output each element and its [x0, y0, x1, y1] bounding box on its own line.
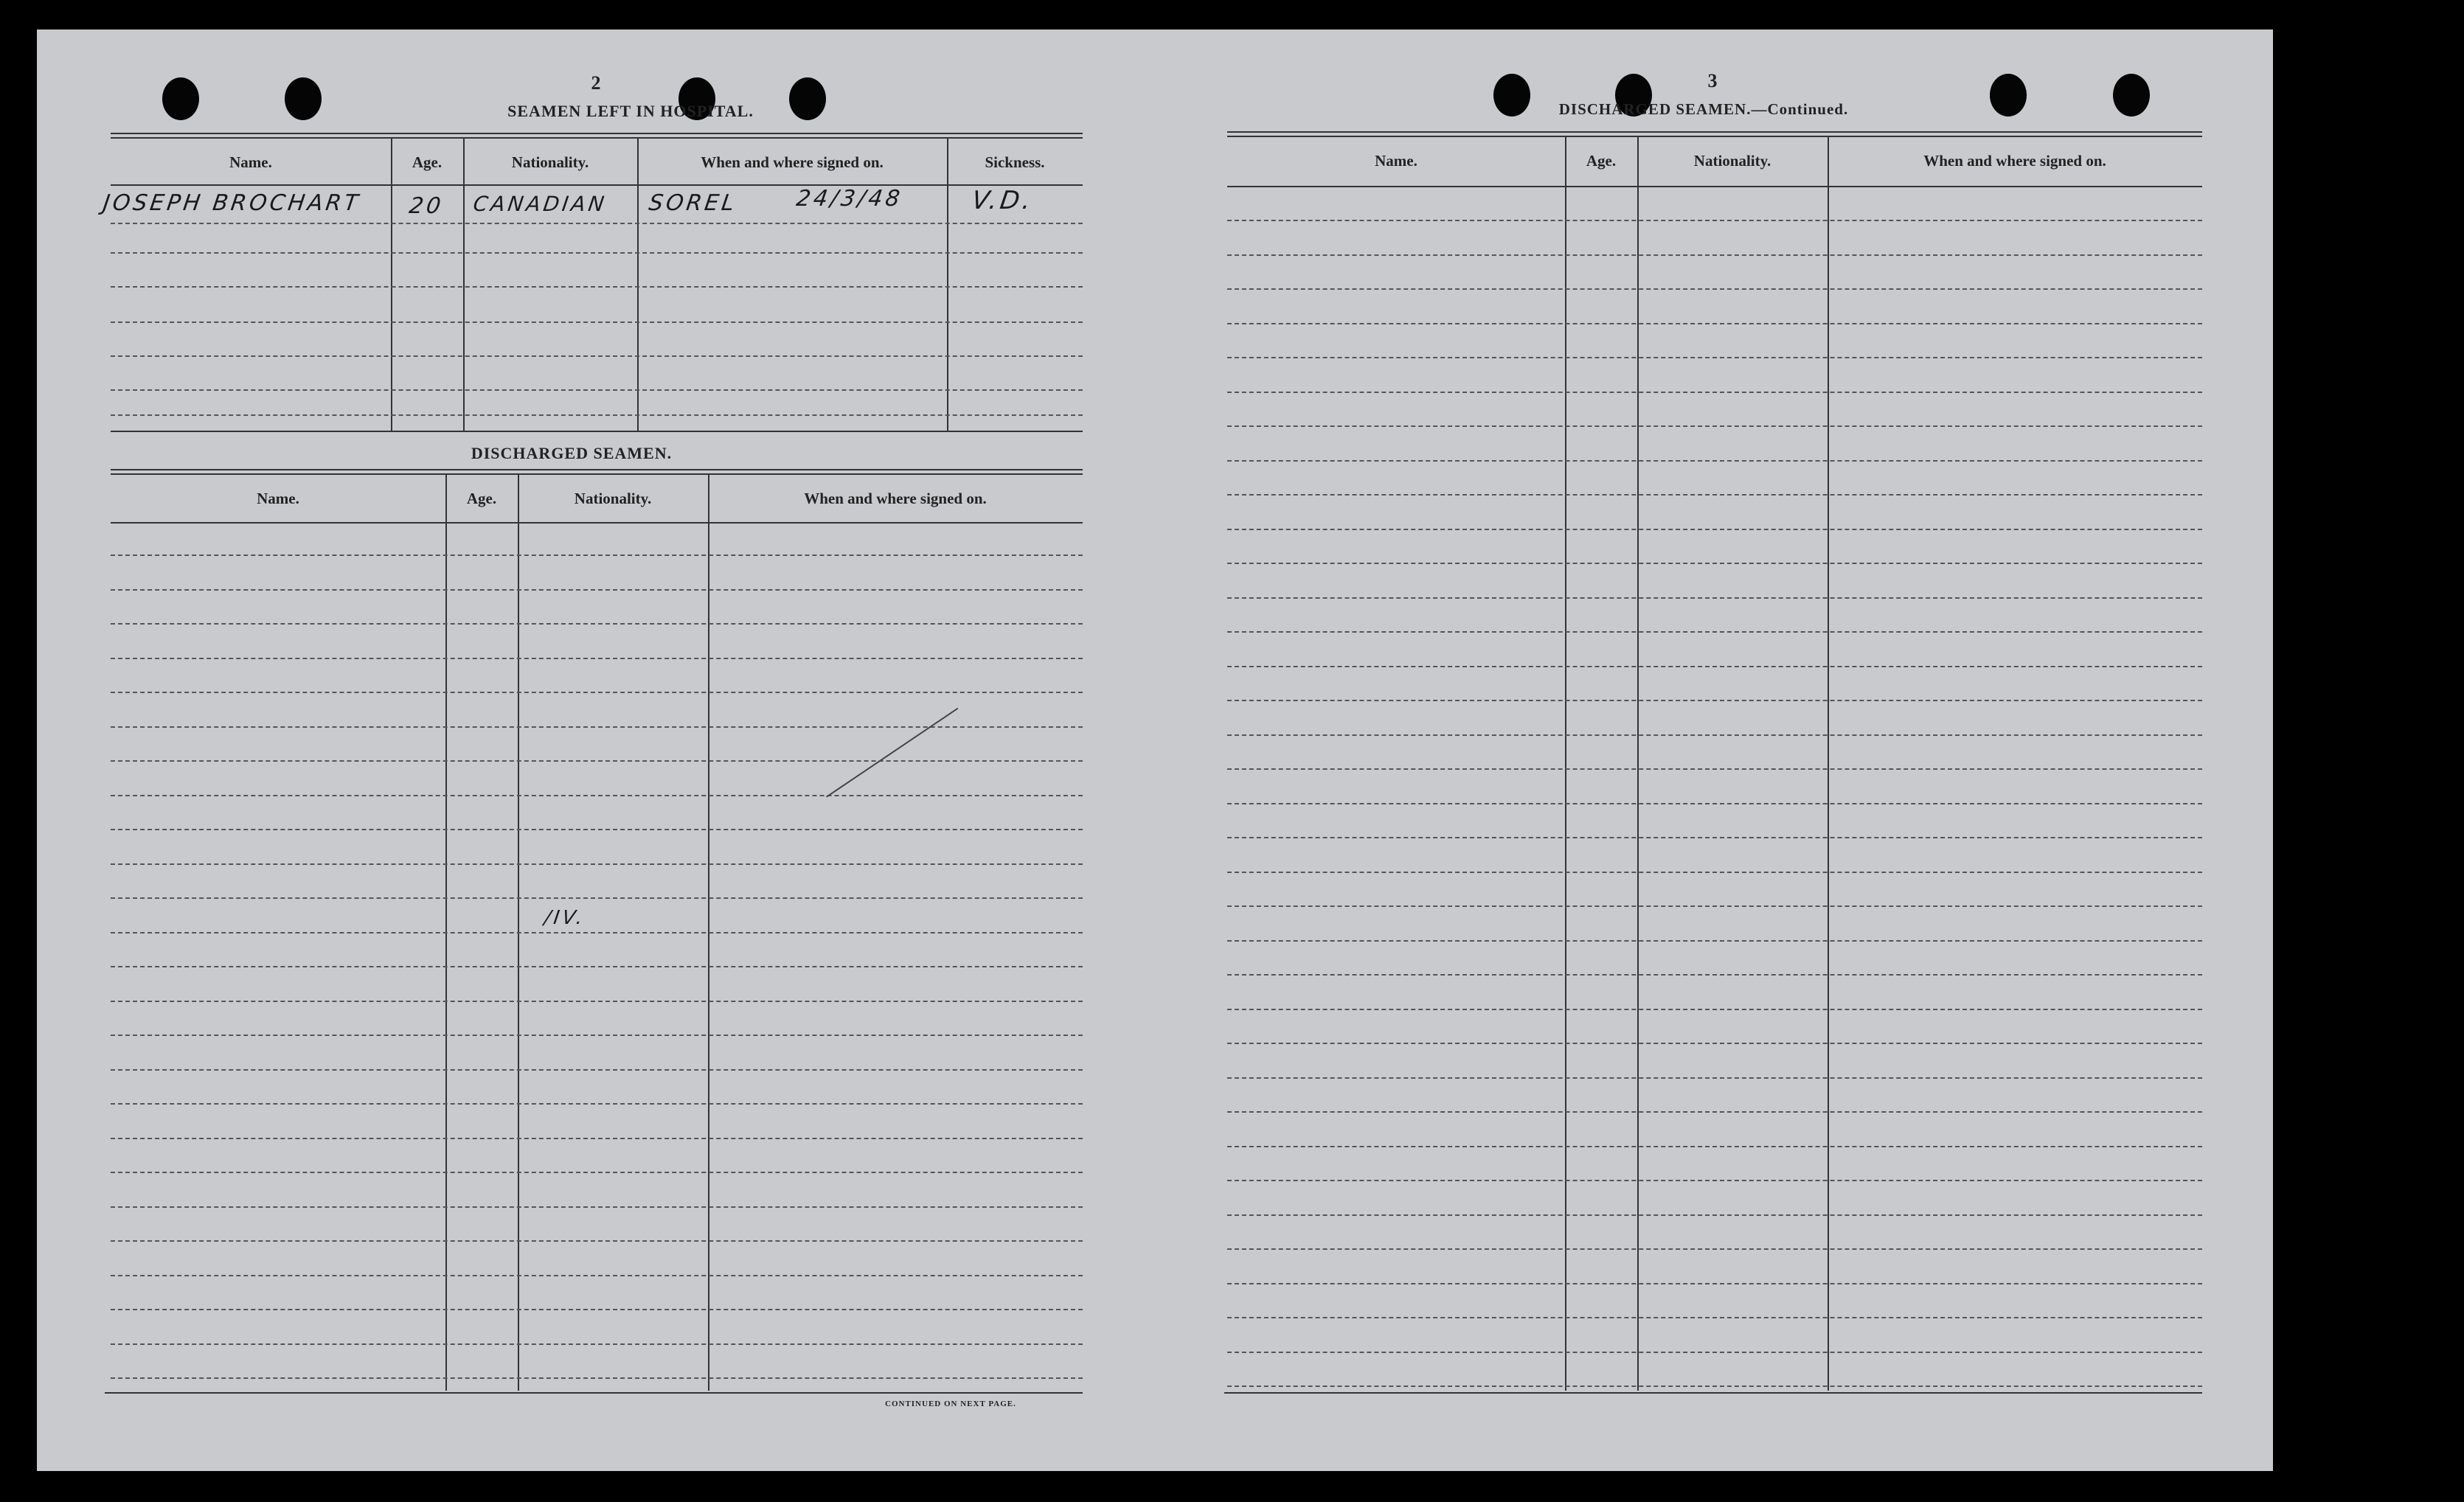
row-line: [111, 1240, 1083, 1242]
col-header-name: Name.: [1375, 152, 1417, 170]
pencil-stroke: [826, 708, 958, 798]
col-header-nationality: Nationality.: [1693, 152, 1771, 170]
punch-hole: [285, 77, 322, 120]
punch-hole: [1493, 74, 1530, 117]
entry-signed-on-place: SOREL: [647, 190, 739, 216]
section-rule: [111, 431, 1083, 432]
entry-name: JOSEPH BROCHART: [101, 190, 363, 216]
row-line: [111, 966, 1083, 967]
col-divider: [1828, 137, 1829, 1391]
row-line: [111, 760, 1083, 762]
row-line: [111, 1275, 1083, 1276]
row-line: [1227, 1317, 2202, 1318]
col-header-signed-on: When and where signed on.: [1923, 152, 2106, 170]
punch-hole: [1990, 74, 2027, 117]
row-line: [1227, 529, 2202, 530]
row-line: [111, 932, 1083, 933]
row-line: [111, 286, 1083, 288]
row-line: [1227, 1009, 2202, 1010]
row-line: [111, 554, 1083, 556]
row-line: [111, 1035, 1083, 1036]
row-line: [111, 1377, 1083, 1379]
table-top-rule: [111, 469, 1083, 475]
row-line: [111, 389, 1083, 391]
row-line: [1227, 631, 2202, 633]
row-line: [111, 223, 1083, 224]
col-header-age: Age.: [1586, 152, 1617, 170]
col-header-name: Name.: [257, 490, 299, 507]
row-line: [1227, 872, 2202, 873]
table-top-rule: [1227, 131, 2202, 137]
entry-sickness: V.D.: [970, 186, 1035, 215]
table-bottom-rule: [1224, 1392, 2202, 1394]
discharged-section-title: DISCHARGED SEAMEN.: [471, 444, 673, 462]
row-line: [1227, 1352, 2202, 1353]
row-line: [1227, 494, 2202, 496]
row-line: [111, 1206, 1083, 1208]
row-line: [111, 829, 1083, 830]
row-line: [1227, 734, 2202, 736]
row-line: [1227, 768, 2202, 770]
row-line: [111, 1069, 1083, 1071]
table-top-rule: [111, 133, 1083, 139]
header-rule: [1227, 186, 2202, 187]
row-line: [1227, 940, 2202, 942]
row-line: [1227, 357, 2202, 358]
hospital-section-title: SEAMEN LEFT IN HOSPITAL.: [507, 102, 754, 120]
row-line: [111, 1343, 1083, 1345]
col-header-name: Name.: [229, 153, 272, 171]
row-line: [1227, 460, 2202, 462]
row-line: [1227, 254, 2202, 256]
row-line: [1227, 425, 2202, 427]
row-line: [111, 623, 1083, 625]
row-line: [111, 414, 1083, 416]
row-line: [111, 726, 1083, 728]
punch-hole: [162, 77, 199, 120]
col-header-age: Age.: [412, 153, 443, 171]
row-line: [111, 321, 1083, 323]
col-divider: [391, 139, 392, 431]
col-header-age: Age.: [466, 490, 497, 507]
entry-age: 20: [407, 193, 445, 219]
row-line: [111, 1172, 1083, 1173]
row-line: [1227, 905, 2202, 907]
table-bottom-rule: [105, 1392, 1083, 1394]
row-line: [111, 1001, 1083, 1002]
row-line: [1227, 1043, 2202, 1044]
col-divider: [947, 139, 948, 431]
row-line: [1227, 1111, 2202, 1113]
entry-signed-on-date: 24/3/48: [794, 186, 905, 212]
col-divider: [463, 139, 465, 431]
col-header-sickness: Sickness.: [985, 153, 1045, 171]
row-line: [111, 795, 1083, 796]
row-line: [1227, 392, 2202, 393]
row-line: [1227, 666, 2202, 667]
row-line: [111, 897, 1083, 899]
row-line: [1227, 1248, 2202, 1250]
col-divider: [637, 139, 639, 431]
row-line: [1227, 1214, 2202, 1216]
col-header-nationality: Nationality.: [511, 153, 589, 171]
row-line: [1227, 220, 2202, 221]
row-line: [1227, 803, 2202, 804]
row-line: [1227, 1283, 2202, 1284]
handwritten-mark: /IV.: [542, 907, 587, 929]
row-line: [1227, 700, 2202, 701]
row-line: [1227, 974, 2202, 976]
row-line: [1227, 597, 2202, 599]
right-page-number: 3: [1707, 70, 1718, 91]
row-line: [1227, 1077, 2202, 1079]
header-rule: [111, 184, 1083, 186]
row-line: [111, 1103, 1083, 1105]
form-sheet: [37, 29, 2273, 1471]
row-line: [1227, 288, 2202, 290]
row-line: [111, 589, 1083, 591]
right-section-title: DISCHARGED SEAMEN.—Continued.: [1558, 100, 1849, 118]
row-line: [1227, 323, 2202, 324]
row-line: [111, 658, 1083, 659]
col-header-nationality: Nationality.: [574, 490, 652, 507]
row-line: [1227, 1146, 2202, 1147]
entry-nationality: CANADIAN: [471, 192, 609, 216]
punch-hole: [2113, 74, 2150, 117]
row-line: [111, 863, 1083, 865]
col-divider: [1565, 137, 1566, 1391]
row-line: [111, 1309, 1083, 1310]
row-line: [1227, 563, 2202, 564]
left-page-number: 2: [591, 72, 601, 94]
row-line: [1227, 1385, 2202, 1387]
row-line: [111, 692, 1083, 693]
row-line: [111, 355, 1083, 357]
col-divider: [1637, 137, 1639, 1391]
row-line: [1227, 1180, 2202, 1181]
col-header-signed-on: When and where signed on.: [804, 490, 987, 507]
continued-footer: CONTINUED ON NEXT PAGE.: [885, 1400, 1016, 1408]
header-rule: [111, 522, 1083, 524]
col-header-signed-on: When and where signed on.: [701, 153, 884, 171]
row-line: [1227, 837, 2202, 838]
row-line: [111, 252, 1083, 254]
row-line: [111, 1138, 1083, 1139]
